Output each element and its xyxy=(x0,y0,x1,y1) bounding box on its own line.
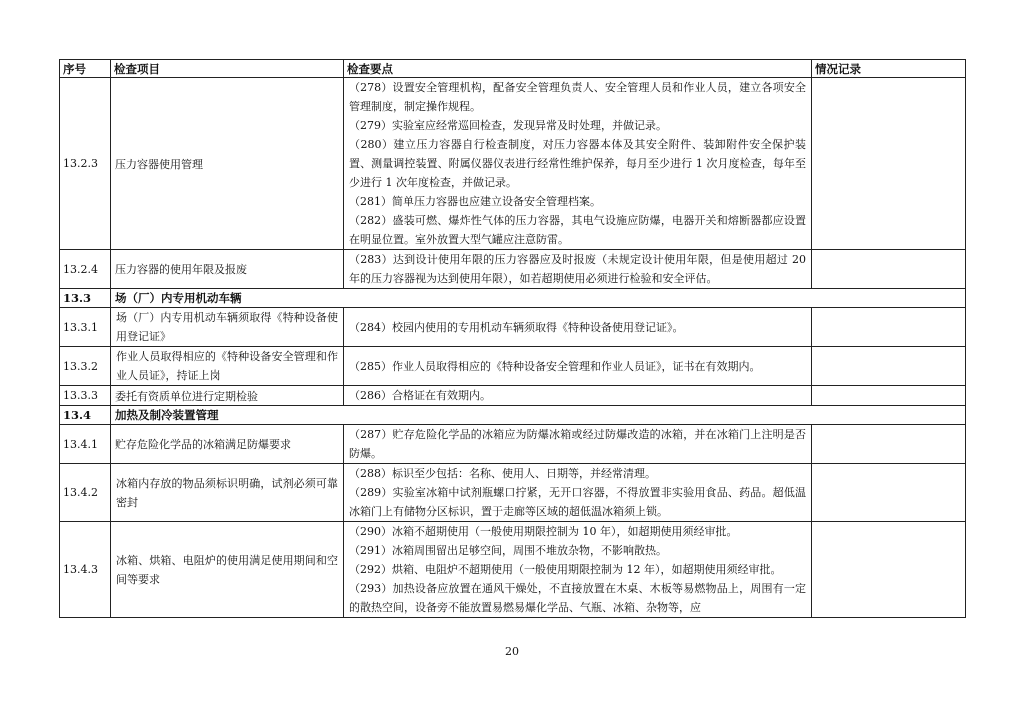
section-row xyxy=(60,289,966,308)
row-seq: 13.2.3 xyxy=(60,78,111,250)
check-point: （291）冰箱周围留出足够空间，周围不堆放杂物，不影响散热。 xyxy=(349,544,667,557)
row-item: 贮存危险化学品的冰箱满足防爆要求 xyxy=(111,425,344,464)
table-row xyxy=(60,425,966,464)
row-record xyxy=(812,250,966,289)
check-point: （286）合格证在有效期内。 xyxy=(349,389,491,402)
row-points xyxy=(344,386,812,406)
header-seq: 序号 xyxy=(60,60,111,78)
check-point: （288）标识至少包括：名称、使用人、日期等，并经常清理。 xyxy=(349,467,656,480)
check-point: （289）实验室冰箱中试剂瓶螺口拧紧，无开口容器，不得放置非实验用食品、药品。超低温冰箱门上有储物分区标识，置于走廊等区域的超低温冰箱须上锁。 xyxy=(349,486,806,518)
table-row xyxy=(60,522,966,618)
check-point: （280）建立压力容器自行检查制度，对压力容器本体及其安全附件、装卸附件安全保护装置、测量调控装置、附属仪器仪表进行经常性维护保养，每月至少进行 1 次月度检查，每年至少进行 1 次年度检查，并做记录。 xyxy=(349,138,806,189)
row-seq: 13.3.2 xyxy=(60,347,111,386)
section-title: 加热及制冷装置管理 xyxy=(111,406,966,425)
row-seq: 13.3.3 xyxy=(60,386,111,406)
row-record xyxy=(812,347,966,386)
row-points xyxy=(344,522,812,618)
row-points xyxy=(344,308,812,347)
row-record xyxy=(812,425,966,464)
table-row xyxy=(60,250,966,289)
row-seq: 13.4.2 xyxy=(60,464,111,522)
table-row xyxy=(60,78,966,250)
row-points xyxy=(344,464,812,522)
row-item: 场（厂）内专用机动车辆须取得《特种设备使用登记证》 xyxy=(111,308,344,347)
check-point: （283）达到设计使用年限的压力容器应及时报废（未规定设计使用年限，但是使用超过 20 年的压力容器视为达到使用年限），如若超期使用必须进行检验和安全评估。 xyxy=(349,253,806,285)
row-item: 委托有资质单位进行定期检验 xyxy=(111,386,344,406)
row-points xyxy=(344,250,812,289)
row-points xyxy=(344,347,812,386)
row-seq: 13.3.1 xyxy=(60,308,111,347)
table-row xyxy=(60,386,966,406)
section-row xyxy=(60,406,966,425)
header-record: 情况记录 xyxy=(812,60,966,78)
check-point: （282）盛装可燃、爆炸性气体的压力容器，其电气设施应防爆，电器开关和熔断器都应设置在明显位置。室外放置大型气罐应注意防雷。 xyxy=(349,214,806,246)
section-seq: 13.3 xyxy=(60,289,111,308)
row-record xyxy=(812,386,966,406)
row-item: 冰箱、烘箱、电阻炉的使用满足使用期间和空间等要求 xyxy=(111,522,344,618)
table-row xyxy=(60,347,966,386)
row-record xyxy=(812,464,966,522)
row-seq: 13.4.3 xyxy=(60,522,111,618)
table-header-row xyxy=(60,60,966,78)
page-number: 20 xyxy=(505,645,519,658)
row-record xyxy=(812,522,966,618)
check-point: （279）实验室应经常巡回检查，发现异常及时处理，并做记录。 xyxy=(349,119,667,132)
table-row xyxy=(60,464,966,522)
header-item: 检查项目 xyxy=(111,60,344,78)
section-seq: 13.4 xyxy=(60,406,111,425)
row-seq: 13.2.4 xyxy=(60,250,111,289)
check-point: （292）烘箱、电阻炉不超期使用（一般使用期限控制为 12 年），如超期使用须经审批。 xyxy=(349,563,782,576)
header-points: 检查要点 xyxy=(344,60,812,78)
check-point: （284）校园内使用的专用机动车辆须取得《特种设备使用登记证》。 xyxy=(349,320,684,334)
row-points xyxy=(344,425,812,464)
table-row xyxy=(60,308,966,347)
check-point: （278）设置安全管理机构，配备安全管理负责人、安全管理人员和作业人员，建立各项安全管理制度，制定操作规程。 xyxy=(349,81,806,113)
check-point: （281）简单压力容器也应建立设备安全管理档案。 xyxy=(349,195,601,208)
check-point: （290）冰箱不超期使用（一般使用期限控制为 10 年），如超期使用须经审批。 xyxy=(349,525,738,538)
row-item: 冰箱内存放的物品须标识明确，试剂必须可靠密封 xyxy=(111,464,344,522)
row-record xyxy=(812,308,966,347)
section-title: 场（厂）内专用机动车辆 xyxy=(111,289,966,308)
row-item: 压力容器使用管理 xyxy=(111,78,344,250)
check-point: （287）贮存危险化学品的冰箱应为防爆冰箱或经过防爆改造的冰箱，并在冰箱门上注明是否防爆。 xyxy=(349,428,806,460)
row-record xyxy=(812,78,966,250)
inspection-table xyxy=(59,59,966,618)
check-point: （285）作业人员取得相应的《特种设备安全管理和作业人员证》，证书在有效期内。 xyxy=(349,359,761,373)
row-points xyxy=(344,78,812,250)
row-item: 作业人员取得相应的《特种设备安全管理和作业人员证》，持证上岗 xyxy=(111,347,344,386)
row-seq: 13.4.1 xyxy=(60,425,111,464)
row-item: 压力容器的使用年限及报废 xyxy=(111,250,344,289)
check-point: （293）加热设备应放置在通风干燥处，不直接放置在木桌、木板等易燃物品上，周围有一定的散热空间，设备旁不能放置易燃易爆化学品、气瓶、冰箱、杂物等，应 xyxy=(349,582,806,614)
